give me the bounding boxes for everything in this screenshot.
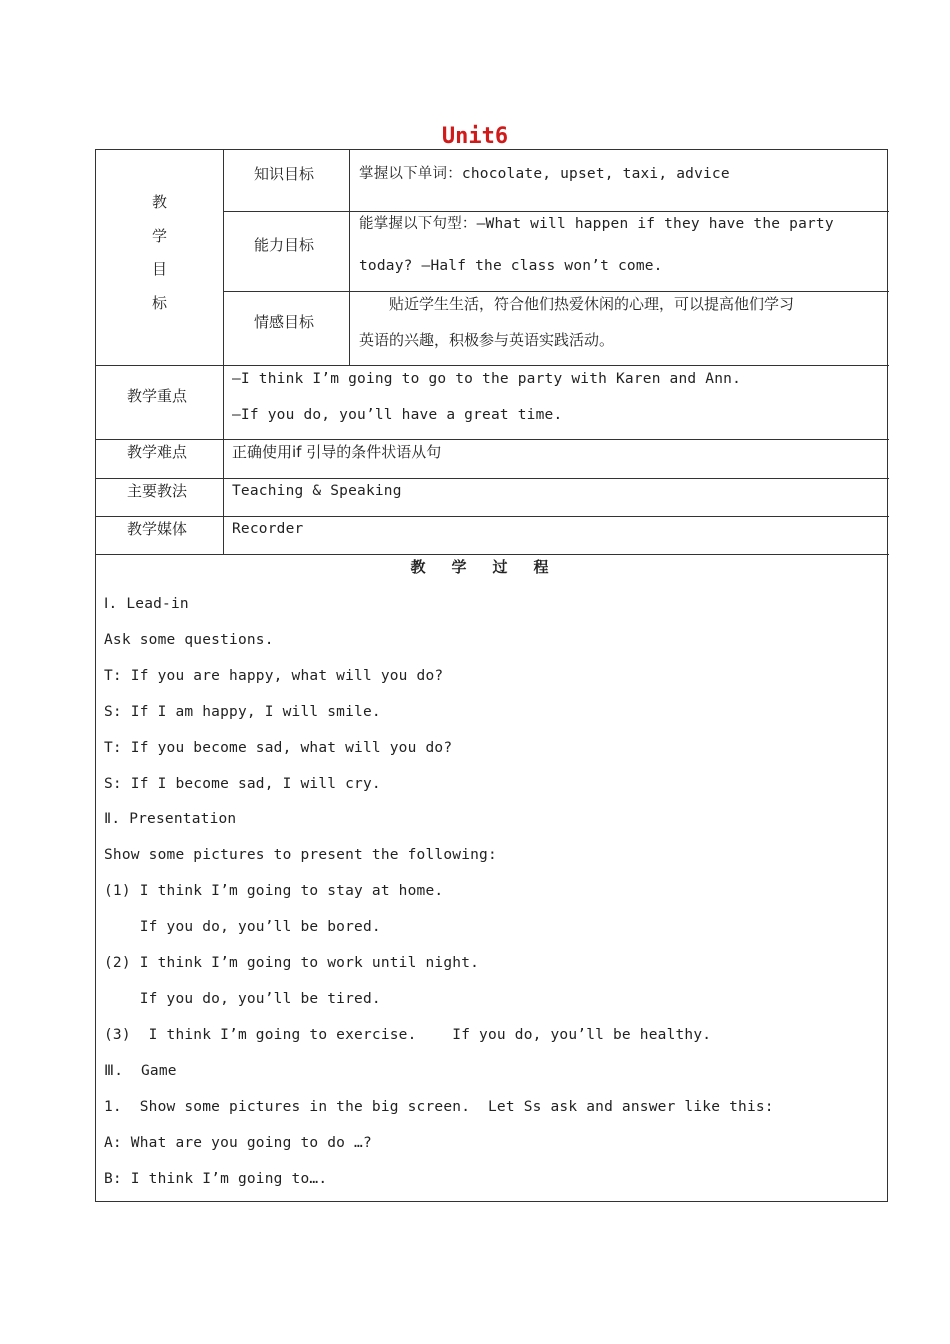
emotion-goal-text: 英语的兴趣，积极参与英语实践活动。	[359, 331, 615, 349]
row-divider	[96, 516, 889, 517]
row-divider	[96, 439, 889, 440]
ability-goal-label: 能力目标	[254, 236, 315, 254]
process-heading: 教学过程	[410, 558, 575, 576]
column-divider	[349, 150, 350, 365]
knowledge-goal-label: 知识目标	[254, 165, 315, 183]
process-line: If you do, you’ll be bored.	[104, 919, 381, 935]
process-line: Show some pictures to present the following:	[104, 847, 497, 863]
media-text: Recorder	[232, 521, 304, 537]
ability-goal-text: today? —Half the class won’t come.	[359, 258, 663, 274]
row-divider	[223, 211, 889, 212]
process-line: Ⅲ. Game	[104, 1063, 177, 1079]
row-divider	[96, 554, 889, 555]
objectives-header-char: 目	[151, 260, 167, 278]
process-line: Ask some questions.	[104, 632, 274, 648]
process-line: Ⅱ. Presentation	[104, 811, 237, 827]
process-line: A: What are you going to do …?	[104, 1135, 372, 1151]
row-divider	[96, 478, 889, 479]
document-title: Unit6	[441, 124, 509, 149]
knowledge-goal-text: 掌握以下单词：chocolate, upset, taxi, advice	[359, 166, 730, 182]
key-points-text: —I think I’m going to go to the party with Karen and Ann.	[232, 371, 741, 387]
method-text: Teaching & Speaking	[232, 483, 402, 499]
objectives-header-char: 标	[151, 293, 167, 312]
process-line: S: If I am happy, I will smile.	[104, 704, 381, 720]
process-line: T: If you become sad, what will you do?	[104, 740, 453, 756]
ability-goal-text: 能掌握以下句型：—What will happen if they have the party	[359, 216, 834, 232]
row-divider	[96, 365, 889, 366]
process-line: S: If I become sad, I will cry.	[104, 776, 381, 792]
column-divider	[223, 150, 224, 554]
media-label: 教学媒体	[127, 520, 188, 538]
process-line: (1) I think I’m going to stay at home.	[104, 883, 444, 899]
process-line: If you do, you’ll be tired.	[104, 991, 381, 1007]
lesson-plan-table	[95, 149, 888, 1202]
emotion-goal-label: 情感目标	[254, 313, 315, 331]
objectives-header	[96, 186, 223, 320]
emotion-goal-text: 贴近学生生活，符合他们热爱休闲的心理，可以提高他们学习	[359, 295, 795, 313]
key-points-text: —If you do, you’ll have a great time.	[232, 407, 563, 423]
row-divider	[223, 291, 889, 292]
objectives-header-char: 教	[151, 193, 167, 211]
difficulty-label: 教学难点	[127, 443, 188, 461]
key-points-label: 教学重点	[127, 387, 188, 405]
process-line: 1. Show some pictures in the big screen. Let Ss ask and answer like this:	[104, 1099, 774, 1115]
process-line: Ⅰ. Lead-in	[104, 596, 189, 612]
process-line: T: If you are happy, what will you do?	[104, 668, 444, 684]
method-label: 主要教法	[127, 482, 188, 500]
process-line: (2) I think I’m going to work until night.	[104, 955, 480, 971]
process-line: B: I think I’m going to….	[104, 1171, 328, 1187]
difficulty-text: 正确使用if 引导的条件状语从句	[232, 443, 442, 461]
objectives-header-char: 学	[151, 226, 167, 245]
process-line: (3) I think I’m going to exercise. If you do, you’ll be healthy.	[104, 1027, 712, 1043]
